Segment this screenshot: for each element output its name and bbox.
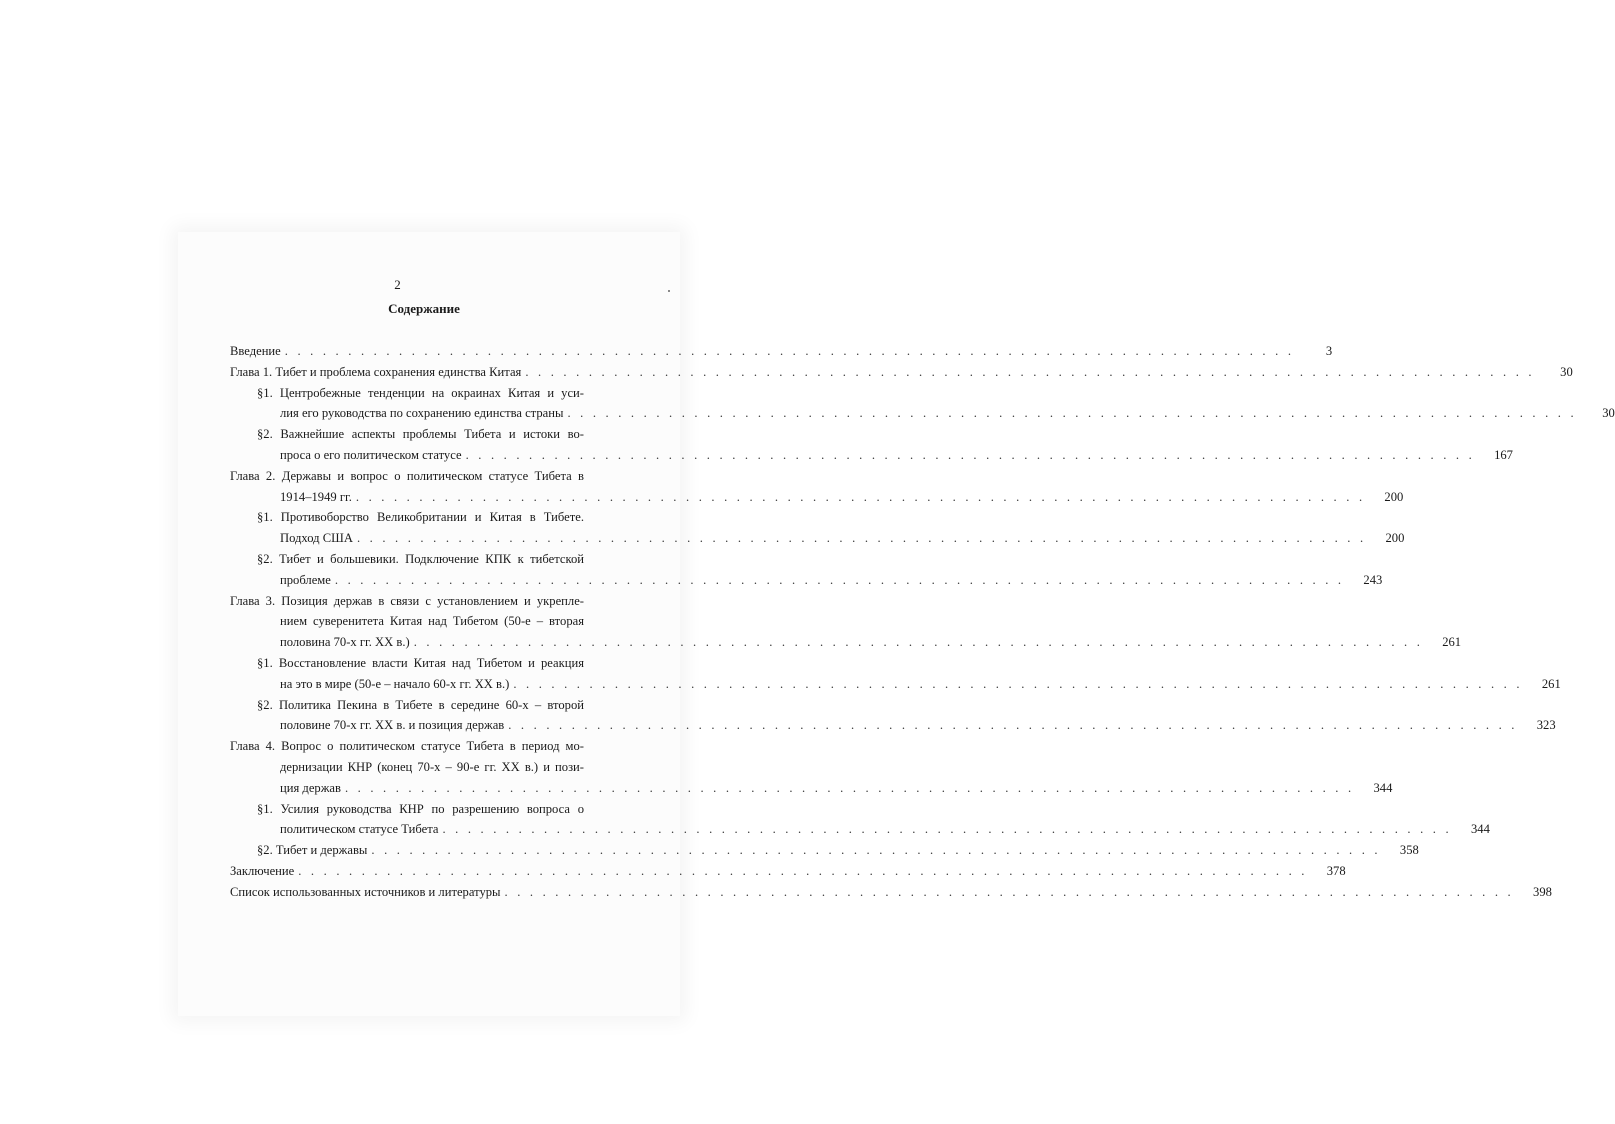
toc-entry-text: на это в мире (50-е – начало 60-х гг. XX в.) [280, 676, 510, 691]
toc-entry-text: проблеме [280, 572, 331, 587]
toc-entry-text: дернизации КНР (конец 70-х – 90-е гг. XX в.) и пози- [280, 759, 584, 774]
dot-leader: . . . . . . . . . . . . . . . . . . . . . . . . . . . . . . . . . . . . . . . . . . . . . . . . . . . . . . . . . . . . . . . . . . . . . . . . . . . . . . . . [371, 843, 1381, 858]
toc-entry [230, 383, 1615, 425]
toc-page-number: 3 [1325, 344, 1333, 358]
toc-page-number: 200 [1384, 489, 1404, 504]
toc-entry [230, 882, 1552, 903]
toc-entry-text: Заключение [230, 863, 295, 878]
toc-entry-text: Глава 3. Позиция держав в связи с установлением и укрепле- [230, 593, 584, 608]
table-of-contents [230, 341, 1615, 903]
toc-page-number: 378 [1326, 863, 1346, 878]
toc-entry-text: Список использованных источников и литературы [230, 884, 501, 899]
toc-entry [230, 424, 1513, 466]
toc-entry [230, 736, 1393, 798]
toc-entry [230, 799, 1490, 841]
dot-leader: . . . . . . . . . . . . . . . . . . . . . . . . . . . . . . . . . . . . . . . . . . . . . . . . . . . . . . . . . . . . . . . . . . . . . . . . . . . . . . . . [465, 447, 1475, 462]
toc-entry [230, 549, 1383, 591]
toc-page-number: 261 [1541, 676, 1561, 691]
toc-page-number: 398 [1533, 884, 1552, 899]
toc-entry-text: §2. Тибет и большевики. Подключение КПК к тибетской [257, 551, 584, 566]
toc-entry [230, 507, 1405, 549]
toc-entry-text: §2. Тибет и державы [257, 843, 368, 858]
toc-entry [230, 591, 1462, 653]
dot-leader: . . . . . . . . . . . . . . . . . . . . . . . . . . . . . . . . . . . . . . . . . . . . . . . . . . . . . . . . . . . . . . . . . . . . . . . . . . . . . . . . [344, 780, 1355, 795]
dot-leader: . . . . . . . . . . . . . . . . . . . . . . . . . . . . . . . . . . . . . . . . . . . . . . . . . . . . . . . . . . . . . . . . . . . . . . . . . . . . . . . . [508, 718, 1518, 733]
toc-entry [230, 466, 1404, 508]
toc-entry-text: Глава 1. Тибет и проблема сохранения единства Китая [230, 364, 522, 379]
toc-page-number: 261 [1442, 635, 1462, 650]
dot-leader: . . . . . . . . . . . . . . . . . . . . . . . . . . . . . . . . . . . . . . . . . . . . . . . . . . . . . . . . . . . . . . . . . . . . . . . . . . . . . . . . [413, 635, 1424, 650]
dot-leader: . . . . . . . . . . . . . . . . . . . . . . . . . . . . . . . . . . . . . . . . . . . . . . . . . . . . . . . . . . . . . . . . . . . . . . . . . . . . . . . . [525, 364, 1535, 379]
toc-entry [230, 362, 1573, 383]
toc-entry-text: нием суверенитета Китая над Тибетом (50-е – вторая [280, 614, 584, 629]
toc-page-number: 167 [1494, 447, 1513, 462]
dot-leader: . . . . . . . . . . . . . . . . . . . . . . . . . . . . . . . . . . . . . . . . . . . . . . . . . . . . . . . . . . . . . . . . . . . . . . . . . . . . . . . . [284, 344, 1295, 358]
toc-page-number: 30 [1602, 406, 1615, 421]
dot-leader: . . . . . . . . . . . . . . . . . . . . . . . . . . . . . . . . . . . . . . . . . . . . . . . . . . . . . . . . . . . . . . . . . . . . . . . . . . . . . . . . [513, 676, 1523, 691]
toc-entry-text: §1. Центробежные тенденции на окраинах Китая и уси- [257, 385, 584, 400]
toc-entry [230, 840, 1419, 861]
toc-entry-text: проса о его политическом статусе [280, 447, 462, 462]
dot-leader: . . . . . . . . . . . . . . . . . . . . . . . . . . . . . . . . . . . . . . . . . . . . . . . . . . . . . . . . . . . . . . . . . . . . . . . . . . . . . . . . [442, 822, 1452, 837]
toc-entry-text: ция держав [280, 780, 341, 795]
dot-leader: . . . . . . . . . . . . . . . . . . . . . . . . . . . . . . . . . . . . . . . . . . . . . . . . . . . . . . . . . . . . . . . . . . . . . . . . . . . . . . . . [356, 531, 1367, 546]
toc-page-number: 323 [1536, 718, 1556, 733]
toc-entry-text: Подход США [280, 531, 353, 546]
toc-entry-text: Введение [230, 344, 281, 358]
toc-page-number: 358 [1399, 843, 1419, 858]
dot-leader: . . . . . . . . . . . . . . . . . . . . . . . . . . . . . . . . . . . . . . . . . . . . . . . . . . . . . . . . . . . . . . . . . . . . . . . . . . . . . . . . [504, 884, 1514, 899]
toc-entry [230, 695, 1556, 737]
toc-page-number: 243 [1363, 572, 1383, 587]
toc-entry-text: §1. Усилия руководства КНР по разрешению вопроса о [257, 801, 584, 816]
toc-page-number: 200 [1385, 531, 1405, 546]
toc-entry-text: §1. Восстановление власти Китая над Тибетом и реакция [257, 655, 584, 670]
page-number: 2 [394, 277, 401, 292]
toc-entry-text: половина 70-х гг. XX в.) [280, 635, 410, 650]
toc-entry-text: §2. Политика Пекина в Тибете в середине 60-х – второй [257, 697, 584, 712]
toc-entry-text: Глава 4. Вопрос о политическом статусе Тибета в период мо- [230, 739, 584, 754]
dot-leader: . . . . . . . . . . . . . . . . . . . . . . . . . . . . . . . . . . . . . . . . . . . . . . . . . . . . . . . . . . . . . . . . . . . . . . . . . . . . . . . . [355, 489, 1366, 504]
toc-entry-text: политическом статусе Тибета [280, 822, 439, 837]
toc-title: Содержание [388, 301, 460, 316]
toc-entry-text: лия его руководства по сохранению единства страны [280, 406, 564, 421]
toc-page-number: 344 [1373, 780, 1393, 795]
dot-leader: . . . . . . . . . . . . . . . . . . . . . . . . . . . . . . . . . . . . . . . . . . . . . . . . . . . . . . . . . . . . . . . . . . . . . . . . . . . . . . . . [298, 863, 1308, 878]
dot-leader: . . . . . . . . . . . . . . . . . . . . . . . . . . . . . . . . . . . . . . . . . . . . . . . . . . . . . . . . . . . . . . . . . . . . . . . . . . . . . . . . [334, 572, 1345, 587]
dot-leader: . . . . . . . . . . . . . . . . . . . . . . . . . . . . . . . . . . . . . . . . . . . . . . . . . . . . . . . . . . . . . . . . . . . . . . . . . . . . . . . . [567, 406, 1577, 421]
toc-entry [230, 653, 1561, 695]
toc-entry-text: половине 70-х гг. XX в. и позиция держав [280, 718, 505, 733]
toc-page-number: 30 [1560, 364, 1573, 379]
toc-entry [230, 861, 1346, 882]
toc-entry [230, 341, 1333, 362]
toc-page-number: 344 [1470, 822, 1490, 837]
toc-entry-text: Глава 2. Державы и вопрос о политическом статусе Тибета в [230, 468, 584, 483]
toc-entry-text: 1914–1949 гг. [280, 489, 352, 504]
toc-entry-text: §1. Противоборство Великобритании и Китая в Тибете. [257, 510, 584, 525]
toc-entry-text: §2. Важнейшие аспекты проблемы Тибета и истоки во- [257, 427, 584, 442]
